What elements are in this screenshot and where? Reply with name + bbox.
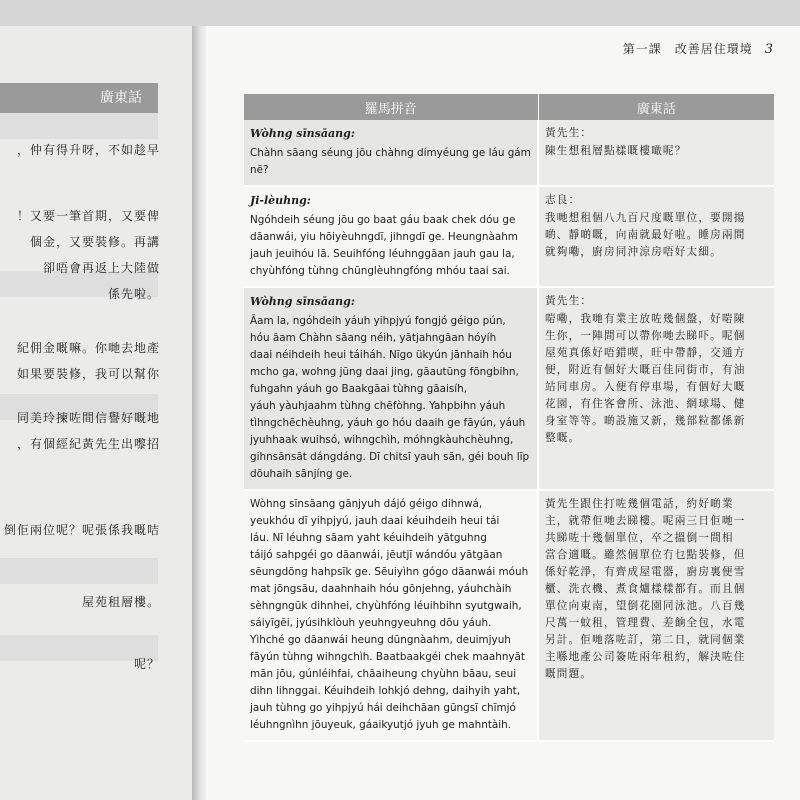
roman-line: sáiyīgēi, jyúsihklòuh yeuhngyeuhng dōu yáuh. xyxy=(250,617,492,629)
roman-line: fuhgahn yáuh go Baakgāai tùhng gāaisíh, xyxy=(250,383,468,395)
cantonese-cell xyxy=(538,490,774,741)
left-line: 個金，又要裝修。再講 xyxy=(29,235,160,249)
roman-line: jauh tùhng go yihpjyú hái deihchāan gūngsī chīmjó xyxy=(250,702,516,714)
left-line: 屋苑租層樓。 xyxy=(81,595,160,609)
book-gutter xyxy=(192,26,206,800)
roman-line: yáuh yàuhjaahm tùhng chēfòhng. Yahpbihn yáuh xyxy=(250,400,506,412)
zh-line: 尺萬一蚊租，管理費、差餉全包，水電 xyxy=(545,617,746,629)
zh-line: 生你，一陣間可以帶你哋去睇吓。呢個 xyxy=(545,330,746,342)
zh-line: 共睇咗十幾個單位，卒之搵倒一間相 xyxy=(545,532,734,544)
zh-line: 陳生想租層點樣嘅樓噉呢？ xyxy=(545,145,687,157)
roman-line: sèhngngūk dihnhei, chyùhfóng léuihbihn syutgwaih, xyxy=(250,600,522,612)
table-row xyxy=(244,287,774,490)
roman-line: mat jōngsāu, daahnhaih hóu gōnjehng, yáuhchàih xyxy=(250,583,512,595)
zh-line: 啲、靜啲嘅，向南就最好啦。睡房兩間 xyxy=(545,229,746,241)
zh-line: 嘅問題。 xyxy=(545,668,593,680)
cantonese-cell xyxy=(538,287,774,490)
left-line: ，有個經紀黃先生出嚟招 xyxy=(16,437,160,451)
romanization-cell xyxy=(244,120,538,186)
dialogue-table xyxy=(244,94,774,742)
roman-line: dōuhaih sānjíng ge. xyxy=(250,468,353,480)
roman-line: Wòhng sīnsāang gānjyuh dájó géigo dihnwá, xyxy=(250,498,483,510)
zh-line: 當合適嘅。雖然個單位冇乜點裝修，但 xyxy=(545,549,746,561)
speaker-roman: Wòhng sīnsāang: xyxy=(250,127,355,140)
speaker-zh: 志良： xyxy=(545,194,581,206)
zh-line: 主，就帶佢哋去睇樓。呢兩三日佢哋一 xyxy=(545,515,746,527)
roman-line: chyùhfóng tùhng chūnglèuhngfóng mhóu taai sai. xyxy=(250,265,510,277)
roman-line: Āam la, ngóhdeih yáuh yihpjyú fongjó géigo pún, xyxy=(250,315,506,327)
top-background xyxy=(0,0,800,26)
roman-line: hóu āam Chàhn sāang néih, yātjahngāan hóyíh xyxy=(250,332,497,344)
left-line: 係先啦。 xyxy=(107,287,160,301)
left-line: ，仲有得升呀，不如趁早 xyxy=(16,143,160,157)
table-row xyxy=(244,120,774,186)
running-head xyxy=(623,40,774,57)
speaker-roman: Wòhng sīnsāang: xyxy=(250,295,355,308)
left-page xyxy=(0,26,192,800)
roman-line: gihnsānsāt dángdáng. Dī chitsī yauh sān, géi bouh līp xyxy=(250,451,530,463)
left-line: 卻唔會再返上大陸做 xyxy=(42,261,160,275)
roman-line: fāyún tùhng wihngchìh. Baatbaakgéi chek maahnyāt xyxy=(250,651,525,663)
zh-line: 主喺地產公司簽咗兩年租約，解決咗住 xyxy=(545,651,746,663)
table-row xyxy=(244,490,774,741)
right-page xyxy=(206,26,800,800)
roman-line: jauh jeuihóu lā. Seuihfóng léuhnggāan jauh gau la, xyxy=(250,248,515,260)
roman-line: mān jōu, gúnléihfai, chāaiheung chyùhn bāau, seui xyxy=(250,668,517,680)
roman-line: táijó sahpgéi go dāanwái, jēutjī wándóu yātgāan xyxy=(250,549,503,561)
left-page-header: 廣東話 xyxy=(0,83,158,113)
roman-line: léuhngnìhn jōuyeuk, gáaikyutjó jyuh ge mahntàih. xyxy=(250,719,512,731)
roman-line: Ngóhdeih séung jōu go baat gáu baak chek dóu ge xyxy=(250,214,516,226)
roman-line: tìhngchēchèuhng, yáuh go hóu daaih ge fāyún, yáuh xyxy=(250,417,526,429)
left-line: 同美玲揀咗間信譽好嘅地 xyxy=(16,411,160,425)
cantonese-cell xyxy=(538,120,774,186)
speaker-zh: 黃先生： xyxy=(545,295,593,307)
roman-line: mcho ga, wohng jūng daai jing, gāautūng fōngbihn, xyxy=(250,366,519,378)
left-line: 如果要裝修，我可以幫你 xyxy=(16,367,160,381)
zh-line: 身室等等。啲設施又新，幾部粒都係新 xyxy=(545,415,746,427)
roman-line: Chàhn sāang séung jōu chàhng dímyéung ge láu gám xyxy=(250,147,531,159)
zh-line: 站同車房。入便有停車場，有個好大嘅 xyxy=(545,381,746,393)
table-header-row xyxy=(244,94,774,120)
speaker-zh: 黃先生： xyxy=(545,127,593,139)
left-line: 紀佣金嘅嘛。你哋去地產 xyxy=(16,341,160,355)
table-row xyxy=(244,186,774,287)
roman-line: Yìhché go dāanwái heung dūngnàahm, deuimjyuh xyxy=(250,634,511,646)
zh-line: 花園，有住客會所、泳池、網球場、健 xyxy=(545,398,746,410)
zh-line: 便，附近有個好大嘅百佳同街市，有油 xyxy=(545,364,746,376)
romanization-cell xyxy=(244,490,538,741)
romanization-cell xyxy=(244,287,538,490)
zh-line: 另計。佢哋落咗訂，第二日，就同個業 xyxy=(545,634,746,646)
zh-line: 整嘅。 xyxy=(545,432,581,444)
zh-line: 我哋想租個八九百尺度嘅單位，要開揚 xyxy=(545,212,746,224)
roman-line: dāanwái, yiu hōiyèuhngdī, jihngdī ge. Heungnàahm xyxy=(250,231,518,243)
romanization-cell xyxy=(244,186,538,287)
page-number: 3 xyxy=(764,42,774,57)
speaker-roman: Ji-lèuhng: xyxy=(250,194,311,207)
zh-line: 黃先生跟住打咗幾個電話，約好啲業 xyxy=(545,498,734,510)
roman-line: jyuhhaak wuihsó, wihngchìh, móhngkàuhchèuhng, xyxy=(250,434,514,446)
zh-line: 單位向東南，望倒花園同泳池。八百幾 xyxy=(545,600,746,612)
roman-line: láu. Nī léuhng sāam yaht kéuihdeih yātguhng xyxy=(250,532,487,544)
roman-line: daai néihdeih heui táiháh. Nīgo ükyún jānhaih hóu xyxy=(250,349,512,361)
zh-line: 就夠嘞，廚房同沖涼房唔好太細。 xyxy=(545,246,722,258)
left-band xyxy=(0,113,158,139)
zh-line: 櫃、洗衣機、煮食爐樣樣都有。而且個 xyxy=(545,583,746,595)
lesson-title: 第一課 改善居住環境 xyxy=(622,42,753,56)
zh-line: 屋苑真係好唔錯喫，旺中帶靜，交通方 xyxy=(545,347,746,359)
left-line: 呢？ xyxy=(133,657,160,671)
left-line: 倒佢兩位呢？呢張係我嘅咭 xyxy=(3,523,160,537)
zh-line: 啱嘞，我哋有業主放咗幾個盤，好啱陳 xyxy=(545,313,746,325)
col-header-romanization: 羅馬拼音 xyxy=(244,94,538,120)
zh-line: 係好乾淨，有齊成屋電器，廚房裏便雪 xyxy=(545,566,746,578)
cantonese-cell xyxy=(538,186,774,287)
left-line: ！又要一筆首期，又要俾 xyxy=(16,209,160,223)
roman-line: nē? xyxy=(250,164,269,176)
roman-line: yeukhóu dī yihpjyú, jauh daai kéuihdeih heui tái xyxy=(250,515,500,527)
roman-line: dihn lihnggai. Kéuihdeih lohkjó dehng, daihyih yaht, xyxy=(250,685,521,697)
roman-line: sēungdōng hahpsīk ge. Sēuiyìhn gógo dāanwái móuh xyxy=(250,566,529,578)
left-band xyxy=(0,558,158,584)
col-header-cantonese: 廣東話 xyxy=(538,94,774,120)
